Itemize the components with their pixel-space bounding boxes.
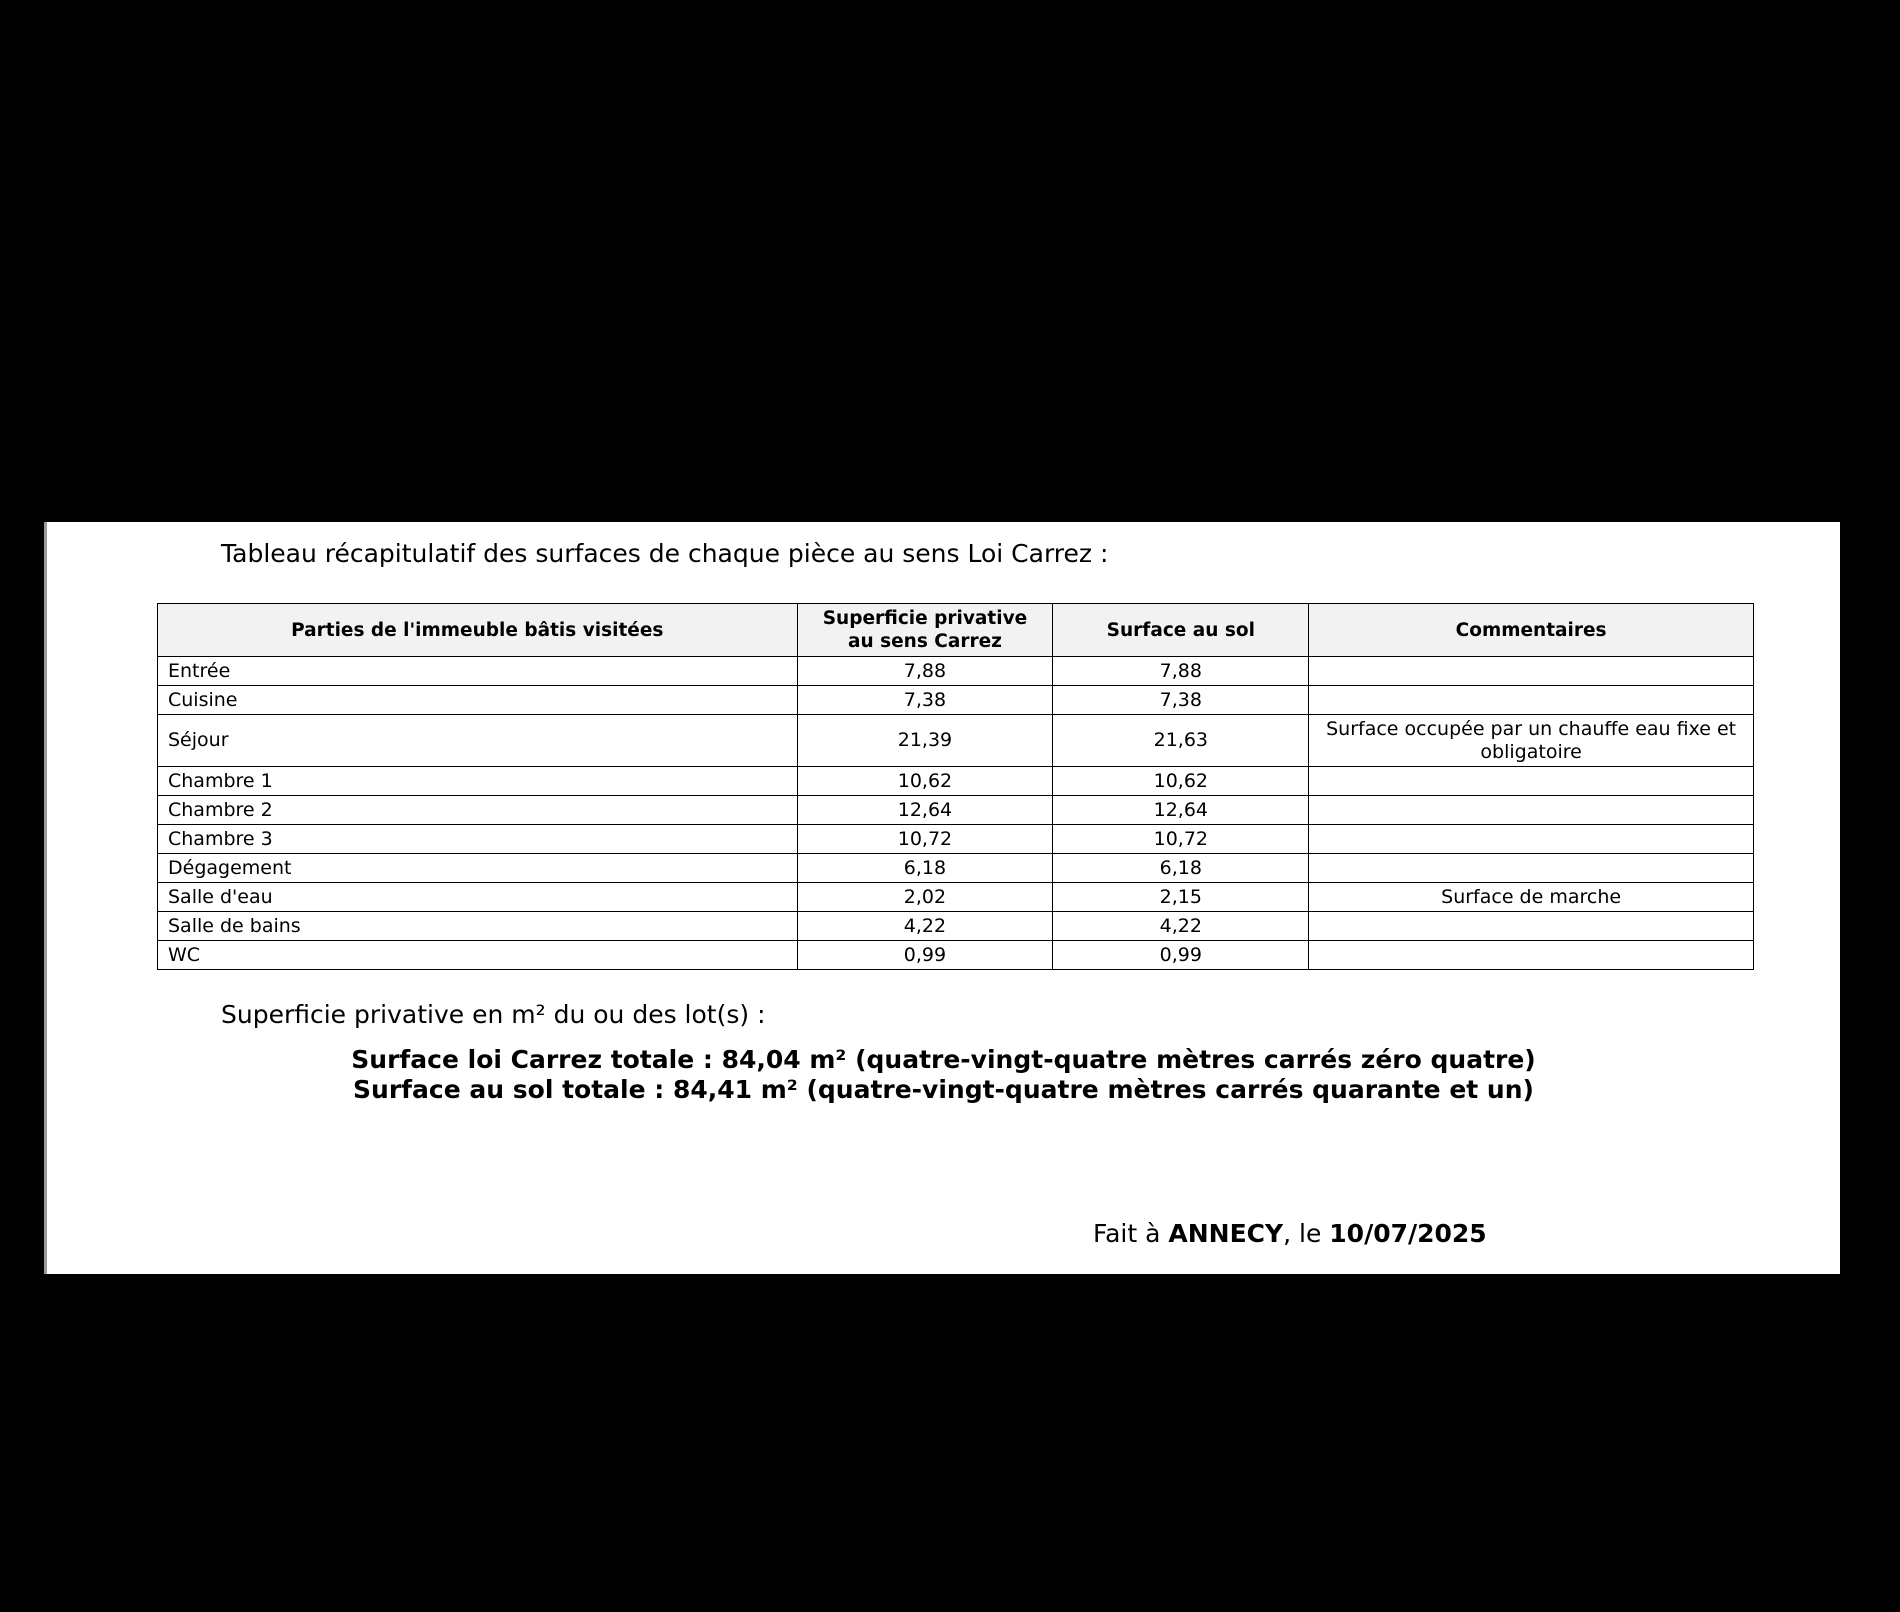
room-name: Salle de bains [158, 912, 798, 941]
carrez-value: 4,22 [797, 912, 1053, 941]
table-row [158, 686, 1754, 715]
intro-text: Tableau récapitulatif des surfaces de chaque pièce au sens Loi Carrez : [221, 539, 1109, 568]
room-name: Salle d'eau [158, 883, 798, 912]
floor-value: 6,18 [1053, 854, 1309, 883]
floor-value: 7,88 [1053, 657, 1309, 686]
carrez-value: 6,18 [797, 854, 1053, 883]
carrez-total: Surface loi Carrez totale : 84,04 m² (quatre-vingt-quatre mètres carrés zéro quatre) [351, 1045, 1536, 1074]
table-row [158, 825, 1754, 854]
table-row [158, 883, 1754, 912]
room-name: WC [158, 941, 798, 970]
comment [1309, 825, 1754, 854]
room-name: Chambre 3 [158, 825, 798, 854]
floor-value: 7,38 [1053, 686, 1309, 715]
floor-value: 0,99 [1053, 941, 1309, 970]
surfaces-table [157, 603, 1754, 970]
comment [1309, 767, 1754, 796]
document-page [44, 522, 1840, 1274]
signature-date: 10/07/2025 [1329, 1219, 1487, 1248]
carrez-value: 10,72 [797, 825, 1053, 854]
signature-line [1093, 1219, 1487, 1248]
comment [1309, 657, 1754, 686]
comment: Surface occupée par un chauffe eau fixe et obligatoire [1309, 715, 1754, 767]
floor-value: 21,63 [1053, 715, 1309, 767]
table-header-row [158, 604, 1754, 657]
carrez-value: 7,38 [797, 686, 1053, 715]
header-comments: Commentaires [1309, 604, 1754, 657]
carrez-value: 12,64 [797, 796, 1053, 825]
comment [1309, 912, 1754, 941]
carrez-value: 21,39 [797, 715, 1053, 767]
carrez-value: 10,62 [797, 767, 1053, 796]
header-floor-surface: Surface au sol [1053, 604, 1309, 657]
room-name: Entrée [158, 657, 798, 686]
floor-value: 2,15 [1053, 883, 1309, 912]
carrez-value: 2,02 [797, 883, 1053, 912]
floor-value: 10,62 [1053, 767, 1309, 796]
comment [1309, 941, 1754, 970]
table-row [158, 854, 1754, 883]
room-name: Séjour [158, 715, 798, 767]
comment: Surface de marche [1309, 883, 1754, 912]
signature-city: ANNECY [1168, 1219, 1284, 1248]
table-row [158, 657, 1754, 686]
header-rooms: Parties de l'immeuble bâtis visitées [158, 604, 798, 657]
private-area-subtitle: Superficie privative en m² du ou des lot(s) : [221, 1000, 766, 1029]
room-name: Chambre 2 [158, 796, 798, 825]
signature-prefix: Fait à [1093, 1219, 1169, 1248]
room-name: Cuisine [158, 686, 798, 715]
floor-value: 12,64 [1053, 796, 1309, 825]
room-name: Dégagement [158, 854, 798, 883]
comment [1309, 796, 1754, 825]
comment [1309, 854, 1754, 883]
table-row [158, 941, 1754, 970]
carrez-value: 7,88 [797, 657, 1053, 686]
carrez-value: 0,99 [797, 941, 1053, 970]
floor-total: Surface au sol totale : 84,41 m² (quatre-vingt-quatre mètres carrés quarante et un) [353, 1075, 1534, 1104]
table-row [158, 912, 1754, 941]
table-row [158, 767, 1754, 796]
header-carrez: Superficie privative au sens Carrez [797, 604, 1053, 657]
table-row [158, 796, 1754, 825]
room-name: Chambre 1 [158, 767, 798, 796]
comment [1309, 686, 1754, 715]
floor-value: 10,72 [1053, 825, 1309, 854]
signature-middle: , le [1283, 1219, 1330, 1248]
table-row [158, 715, 1754, 767]
floor-value: 4,22 [1053, 912, 1309, 941]
